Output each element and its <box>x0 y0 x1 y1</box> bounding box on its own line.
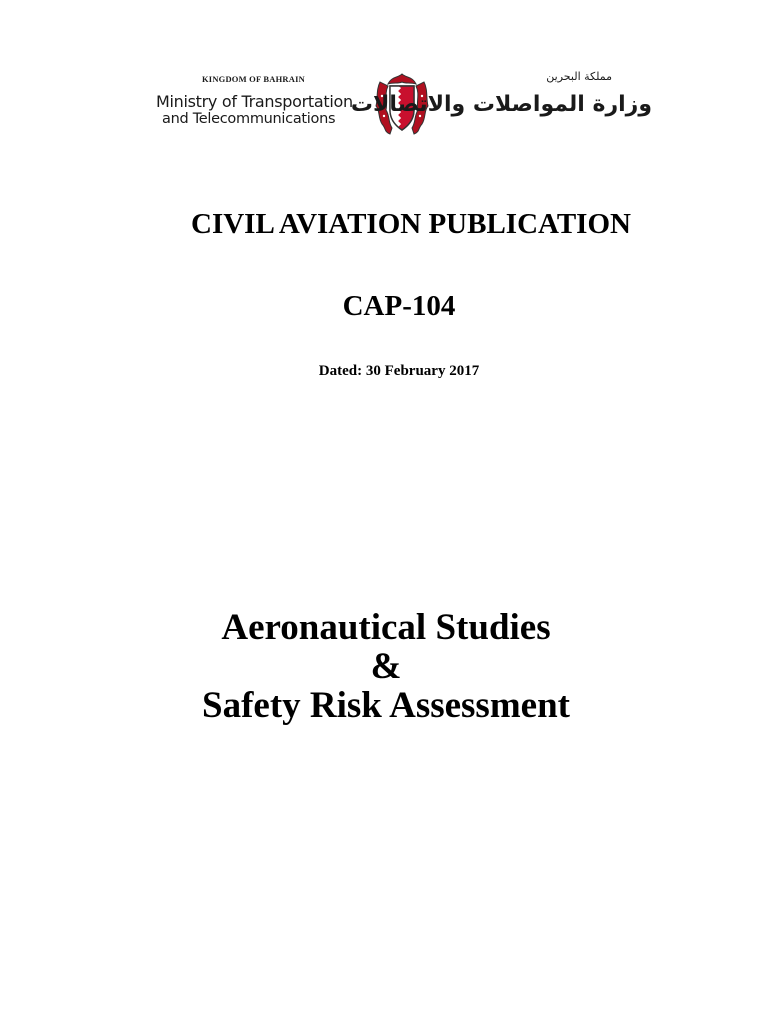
letterhead-arabic <box>350 70 652 130</box>
ministry-name-en-line1: Ministry of Transportation <box>156 92 353 111</box>
document-date: Dated: 30 February 2017 <box>318 363 480 379</box>
document-number: CAP-104 <box>342 290 456 322</box>
document-title <box>0 608 768 725</box>
document-title-line2: & <box>370 646 402 687</box>
ministry-name-en-line2: and Telecommunications <box>162 111 336 127</box>
kingdom-label-en: KINGDOM OF BAHRAIN <box>202 74 305 84</box>
letterhead <box>150 70 650 140</box>
ministry-name-ar: وزارة المواصلات والاتصالات <box>350 92 652 117</box>
publication-title: CIVIL AVIATION PUBLICATION <box>191 208 631 240</box>
document-title-line3: Safety Risk Assessment <box>202 685 570 726</box>
kingdom-label-ar: مملكة البحرين <box>546 70 612 83</box>
document-title-line1: Aeronautical Studies <box>221 607 551 648</box>
